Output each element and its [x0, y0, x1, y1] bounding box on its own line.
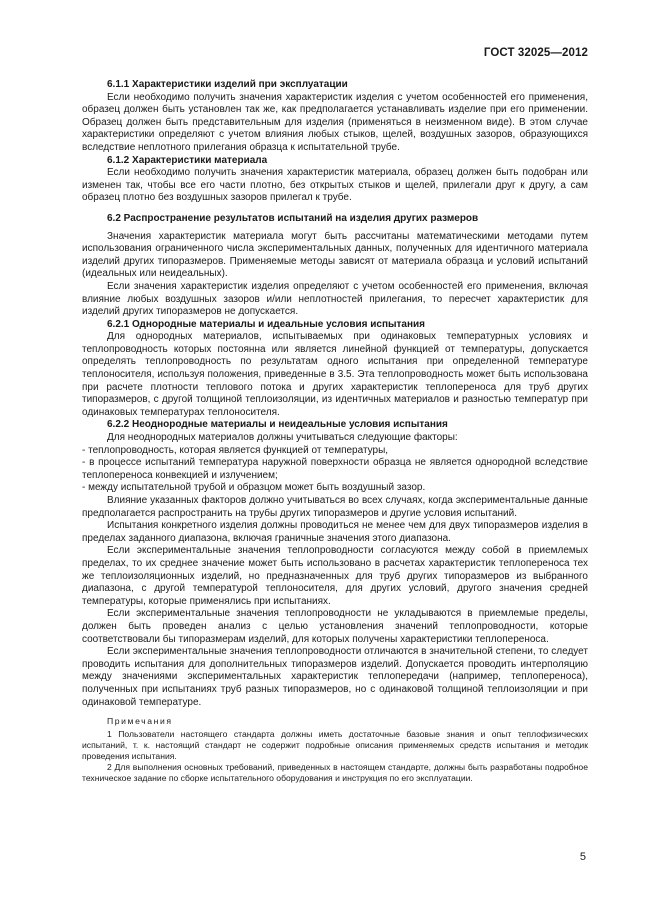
- notes-section: [82, 716, 588, 784]
- paragraph: Испытания конкретного изделия должны проводиться не менее чем для двух типоразмеров изделия в пределах заданного диапазона, включая граничные значения этого диапазона.: [82, 520, 588, 544]
- list-item: - теплопроводность, которая является функцией от температуры,: [82, 444, 389, 456]
- paragraph: Если необходимо получить значения характеристик изделия с учетом особенностей его применения, образец должен быть установлен так же, как предполагается устанавливать изделие при его применении. Образец должен быть представительным для изделия (применяться в неизменном виде). В этом случае характеристики определяют с учетом влияния любых стыков, щелей, воздушных зазоров, образующихся вследствие неплотного прилегания образца к испытательной трубе.: [82, 91, 588, 153]
- note-item: 2 Для выполнения основных требований, приведенных в настоящем стандарте, должны быть разработаны подробное техническое задание по сборке испытательного оборудования и инструкция по его эксплуатации.: [82, 762, 588, 784]
- list-item: - в процессе испытаний температура наружной поверхности образца не является однородной вследствие теплопереноса конвекцией и излучением;: [82, 457, 588, 481]
- paragraph: Для неоднородных материалов должны учитываться следующие факторы:: [107, 432, 458, 444]
- section-heading-6-2: 6.2 Распространение результатов испытаний на изделия других размеров: [107, 212, 479, 224]
- paragraph: Если необходимо получить значения характеристик материала, образец должен быть подобран или изменен так, чтобы все его части плотно, без открытых стыков и щелей, прилегали друг к другу, а сам образец плотно без воздушных зазоров прилегал к трубе.: [82, 167, 588, 204]
- paragraph: Влияние указанных факторов должно учитываться во всех случаях, когда экспериментальные данные предполагается распространить на трубы других типоразмеров и другие условия испытаний.: [82, 495, 588, 519]
- section-heading-6-2-1: 6.2.1 Однородные материалы и идеальные условия испытания: [107, 318, 426, 330]
- paragraph: Значения характеристик материала могут быть рассчитаны математическими методами путем использования ограниченного числа экспериментальных данных, полученных для идентичного материала изделий других типоразмеров. Применяемые методы зависят от материала образца и условий испытаний (идеальных или неидеальных).: [82, 230, 588, 280]
- notes-title: Примечания: [107, 716, 173, 727]
- standard-code-header: ГОСТ 32025—2012: [483, 47, 588, 59]
- paragraph: Если экспериментальные значения теплопроводности согласуются между собой в приемлемых пределах, то их среднее значение может быть использовано в расчетах характеристик теплопереноса тех же теплоизоляционных изделий, но предназначенных для труб других типоразмеров из выбранного диапазона, с другой температурой теплоносителя, для других условий, другого значения средней температуры, которые применялись при испытаниях.: [82, 545, 588, 607]
- document-body: [82, 79, 588, 784]
- page-number: 5: [579, 851, 586, 863]
- paragraph: Для однородных материалов, испытываемых при одинаковых температурных условиях и теплопроводность которых постоянна или является линейной функцией от температуры, допускается определять теплопроводность по результатам одного испытания при определенной температуре теплоносителя, используя положения, приведенные в 3.5. Эта теплопроводность может быть использована при расчете плотности теплового потока и других характеристик теплопереноса для труб других типоразмеров, с другой толщиной теплоизоляции, из идентичных материалов и разностью температур при одинаковых температурах теплоносителя.: [82, 331, 588, 418]
- paragraph: Если экспериментальные значения теплопроводности не укладываются в приемлемые пределы, должен быть проведен анализ с целью установления значений теплопроводности, которые соответствовали бы типоразмерам изделий, для которых получены характеристики теплопереноса.: [82, 608, 588, 645]
- list-item: - между испытательной трубой и образцом может быть воздушный зазор.: [82, 482, 426, 494]
- section-heading-6-1-2: 6.1.2 Характеристики материала: [107, 154, 268, 166]
- paragraph: Если значения характеристик изделия определяют с учетом особенностей его применения, включая влияние любых воздушных зазоров и/или неплотностей прилегания, то пересчет характеристик для изделий других типоразмеров не допускается.: [82, 280, 588, 318]
- section-heading-6-2-2: 6.2.2 Неоднородные материалы и неидеальные условия испытания: [107, 419, 448, 431]
- note-item: 1 Пользователи настоящего стандарта должны иметь достаточные базовые знания и опыт теплофизических испытаний, т. к. настоящий стандарт не содержит подробные описания применяемых средств испытания и методик проведения испытания.: [82, 729, 588, 762]
- paragraph: Если экспериментальные значения теплопроводности отличаются в значительной степени, то следует проводить испытания для дополнительных типоразмеров изделий. Допускается проводить интерполяцию между значениями экспериментальных характеристик теплопередачи (например, теплопереноса), полученных при испытаниях труб разных типоразмеров, но с одинаковой толщиной теплоизоляции и при одинаковой температуре.: [82, 646, 588, 708]
- section-heading-6-1-1: 6.1.1 Характеристики изделий при эксплуатации: [107, 79, 348, 90]
